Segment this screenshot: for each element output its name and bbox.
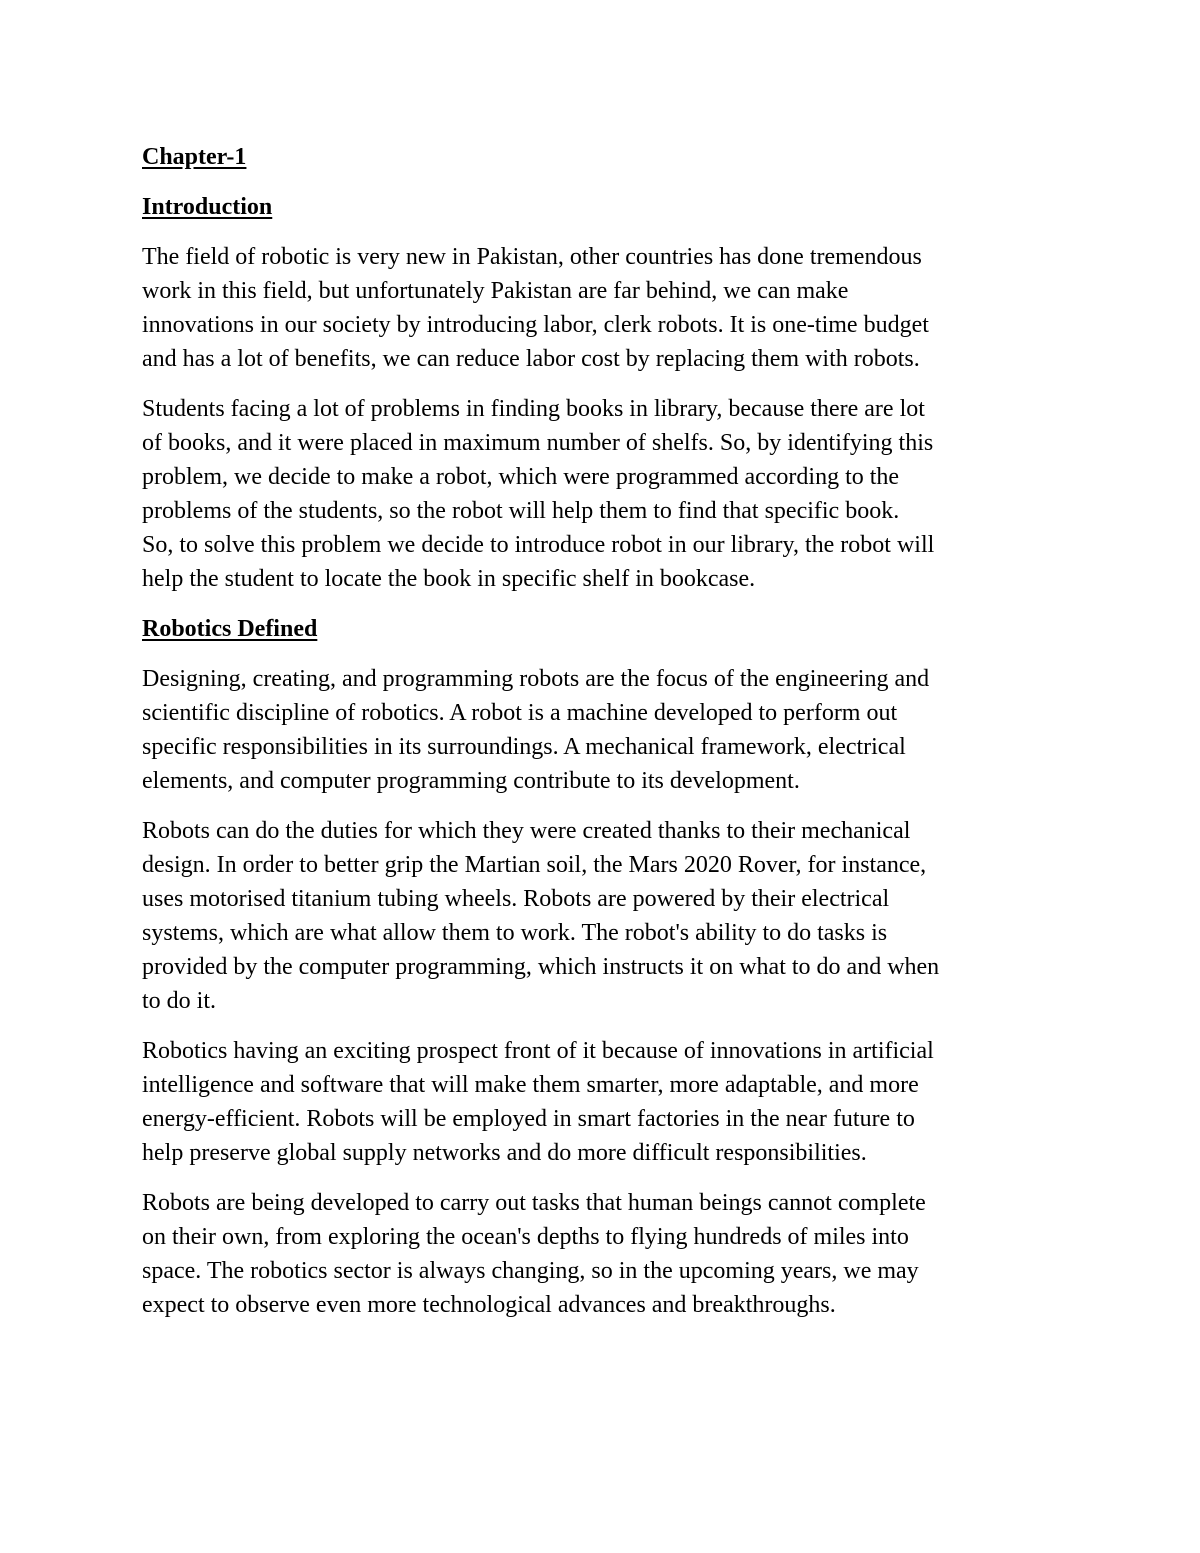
paragraph-line: elements, and computer programming contribute to its development. bbox=[142, 768, 800, 794]
paragraph-line: intelligence and software that will make them smarter, more adaptable, and more bbox=[142, 1072, 919, 1098]
robotics-paragraph-1 bbox=[142, 662, 1062, 798]
paragraph-line: specific responsibilities in its surroundings. A mechanical framework, electrical bbox=[142, 734, 906, 760]
paragraph-line: expect to observe even more technological advances and breakthroughs. bbox=[142, 1292, 836, 1318]
paragraph-line: problems of the students, so the robot will help them to find that specific book. bbox=[142, 498, 900, 524]
paragraph-line: So, to solve this problem we decide to introduce robot in our library, the robot will bbox=[142, 532, 935, 558]
robotics-paragraph-2 bbox=[142, 814, 1062, 1018]
paragraph-line: help the student to locate the book in specific shelf in bookcase. bbox=[142, 566, 756, 592]
paragraph-line: Robots are being developed to carry out tasks that human beings cannot complete bbox=[142, 1190, 926, 1216]
paragraph-line: help preserve global supply networks and do more difficult responsibilities. bbox=[142, 1140, 867, 1166]
paragraph-line: on their own, from exploring the ocean's depths to flying hundreds of miles into bbox=[142, 1224, 909, 1250]
paragraph-line: Robotics having an exciting prospect front of it because of innovations in artificial bbox=[142, 1038, 934, 1064]
paragraph-line: Robots can do the duties for which they were created thanks to their mechanical bbox=[142, 818, 911, 844]
paragraph-line: design. In order to better grip the Martian soil, the Mars 2020 Rover, for instance, bbox=[142, 852, 927, 878]
paragraph-line: uses motorised titanium tubing wheels. Robots are powered by their electrical bbox=[142, 886, 890, 912]
intro-paragraph-1 bbox=[142, 240, 1062, 376]
paragraph-line: The field of robotic is very new in Pakistan, other countries has done tremendous bbox=[142, 244, 922, 270]
paragraph-line: Designing, creating, and programming robots are the focus of the engineering and bbox=[142, 666, 930, 692]
paragraph-line: of books, and it were placed in maximum number of shelfs. So, by identifying this bbox=[142, 430, 934, 456]
paragraph-line: space. The robotics sector is always changing, so in the upcoming years, we may bbox=[142, 1258, 919, 1284]
chapter-heading: Chapter-1 bbox=[142, 144, 247, 170]
paragraph-line: innovations in our society by introducing labor, clerk robots. It is one-time budget bbox=[142, 312, 929, 338]
paragraph-line: scientific discipline of robotics. A robot is a machine developed to perform out bbox=[142, 700, 898, 726]
intro-paragraph-2 bbox=[142, 392, 1062, 596]
paragraph-line: to do it. bbox=[142, 988, 217, 1014]
paragraph-line: Students facing a lot of problems in finding books in library, because there are lot bbox=[142, 396, 925, 422]
paragraph-line: problem, we decide to make a robot, which were programmed according to the bbox=[142, 464, 900, 490]
paragraph-line: provided by the computer programming, which instructs it on what to do and when bbox=[142, 954, 940, 980]
document-body bbox=[142, 140, 1062, 1338]
paragraph-line: systems, which are what allow them to work. The robot's ability to do tasks is bbox=[142, 920, 888, 946]
robotics-paragraph-3 bbox=[142, 1034, 1062, 1170]
robotics-defined-heading: Robotics Defined bbox=[142, 616, 318, 642]
paragraph-line: work in this field, but unfortunately Pakistan are far behind, we can make bbox=[142, 278, 849, 304]
paragraph-line: and has a lot of benefits, we can reduce labor cost by replacing them with robots. bbox=[142, 346, 920, 372]
robotics-paragraph-4 bbox=[142, 1186, 1062, 1322]
introduction-heading: Introduction bbox=[142, 194, 273, 220]
paragraph-line: energy-efficient. Robots will be employed in smart factories in the near future to bbox=[142, 1106, 915, 1132]
